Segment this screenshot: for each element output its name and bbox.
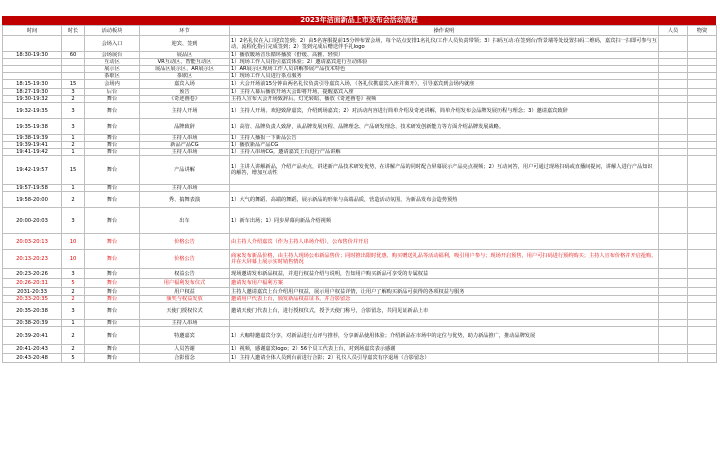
duration-cell: 5 bbox=[62, 354, 85, 363]
description-cell: 主持人邀请嘉宾上台介绍用户权益，展示用户权益详情，让用户了解购买新品可获得的各项权益与服务 bbox=[230, 288, 659, 296]
segment-cell: 展品区 bbox=[140, 52, 230, 59]
block-cell: 舞台 bbox=[85, 208, 140, 234]
description-cell: 1）播放暖场音乐循环播放（舒缓、高雅、轻快） bbox=[230, 52, 659, 59]
duration-cell: 2 bbox=[62, 296, 85, 303]
table-row bbox=[3, 103, 717, 119]
materials-cell bbox=[688, 103, 717, 119]
staff-cell bbox=[659, 149, 688, 156]
time-cell: 20:38-20:39 bbox=[3, 320, 62, 327]
duration-cell: 60 bbox=[62, 52, 85, 59]
table-row bbox=[3, 89, 717, 96]
duration-cell: 3 bbox=[62, 89, 85, 96]
materials-cell bbox=[688, 89, 717, 96]
segment-cell: 特邀嘉宾 bbox=[140, 327, 230, 345]
duration-cell bbox=[62, 73, 85, 80]
materials-cell bbox=[688, 142, 717, 149]
time-cell bbox=[3, 66, 62, 73]
duration-cell: 1 bbox=[62, 135, 85, 142]
block-cell: 舞台 bbox=[85, 279, 140, 288]
segment-cell: 品牌致辞 bbox=[140, 119, 230, 135]
staff-cell bbox=[659, 250, 688, 269]
block-cell: 舞台 bbox=[85, 269, 140, 279]
time-cell: 18:15-19:30 bbox=[3, 80, 62, 89]
time-cell: 20:41-20:43 bbox=[3, 345, 62, 354]
description-cell bbox=[230, 320, 659, 327]
block-cell: 舞台 bbox=[85, 192, 140, 208]
description-cell: 邀请用户代表上台，颁发新品权益证书，并合影留念 bbox=[230, 296, 659, 303]
block-cell: 后台 bbox=[85, 89, 140, 96]
description-cell: 主持人宣布大会开场致辞后，灯光转暗，播放《奇迹画卷》视频 bbox=[230, 96, 659, 103]
duration-cell: 2 bbox=[62, 96, 85, 103]
duration-cell: 3 bbox=[62, 119, 85, 135]
materials-cell bbox=[688, 185, 717, 192]
staff-cell bbox=[659, 66, 688, 73]
table-body bbox=[3, 36, 717, 363]
segment-cell: 权益公告 bbox=[140, 269, 230, 279]
time-cell: 19:42-19:57 bbox=[3, 156, 62, 185]
table-row bbox=[3, 250, 717, 269]
block-cell: 舞台 bbox=[85, 135, 140, 142]
duration-cell: 2 bbox=[62, 142, 85, 149]
table-row bbox=[3, 52, 717, 59]
staff-cell bbox=[659, 354, 688, 363]
block-cell: 舞台 bbox=[85, 354, 140, 363]
table-row bbox=[3, 320, 717, 327]
staff-cell bbox=[659, 269, 688, 279]
time-cell: 20:00-20:03 bbox=[3, 208, 62, 234]
block-cell: 茶歇区 bbox=[85, 73, 140, 80]
table-row bbox=[3, 279, 717, 288]
materials-cell bbox=[688, 66, 717, 73]
description-cell: 1）大气的舞蹈、高端的舞蹈，展示新品的形象与高端品质，营造活动氛围，为新品发布会造势预热 bbox=[230, 192, 659, 208]
table-row bbox=[3, 185, 717, 192]
materials-cell bbox=[688, 288, 717, 296]
block-cell: 舞台 bbox=[85, 119, 140, 135]
table-row bbox=[3, 80, 717, 89]
header-description: 操作说明 bbox=[230, 26, 659, 36]
staff-cell bbox=[659, 296, 688, 303]
segment-cell: 用户福利发布仪式 bbox=[140, 279, 230, 288]
materials-cell bbox=[688, 135, 717, 142]
table-row bbox=[3, 327, 717, 345]
description-cell: 1）主持人邀请全体人员到台前进行合影；2）礼仪人员引导嘉宾有序退场（合影留念） bbox=[230, 354, 659, 363]
time-cell: 19:58-20:00 bbox=[3, 192, 62, 208]
table-row bbox=[3, 135, 717, 142]
materials-cell bbox=[688, 36, 717, 52]
staff-cell bbox=[659, 234, 688, 250]
description-cell: 1）AR展示区现场工作人员讲解参展产品技术特色 bbox=[230, 66, 659, 73]
materials-cell bbox=[688, 149, 717, 156]
materials-cell bbox=[688, 73, 717, 80]
header-time: 时间 bbox=[3, 26, 62, 36]
description-cell: 邀请发布用户福利方案 bbox=[230, 279, 659, 288]
materials-cell bbox=[688, 303, 717, 320]
segment-cell: 新品产品CG bbox=[140, 142, 230, 149]
duration-cell: 1 bbox=[62, 320, 85, 327]
segment-cell: VR互动区、智能互动区 bbox=[140, 59, 230, 66]
materials-cell bbox=[688, 269, 717, 279]
duration-cell: 2 bbox=[62, 192, 85, 208]
description-cell: 1）现场工作人员指引嘉宾体验；2）邀请嘉宾进行互动体验 bbox=[230, 59, 659, 66]
time-cell bbox=[3, 59, 62, 66]
time-cell bbox=[3, 73, 62, 80]
description-cell: 商家发布新品价格，由主持人现场公布新品售价；同时推出限时优惠、购买赠送礼品等活动福利，吸引用户参与；现场开启预售，用户可扫码进行预约购买；主持人宣布价格并开启抢购，并在大屏幕上展示实时销售情况 bbox=[230, 250, 659, 269]
block-cell: 舞台 bbox=[85, 103, 140, 119]
time-cell: 19:32-19:35 bbox=[3, 103, 62, 119]
description-cell: 现场邀请发布新品权益，并进行权益介绍与说明，告知用户购买新品可享受的专属权益 bbox=[230, 269, 659, 279]
description-cell bbox=[230, 185, 659, 192]
staff-cell bbox=[659, 288, 688, 296]
staff-cell bbox=[659, 208, 688, 234]
block-cell: 舞台 bbox=[85, 185, 140, 192]
block-cell: 会场展台 bbox=[85, 52, 140, 59]
duration-cell: 3 bbox=[62, 103, 85, 119]
block-cell: 舞台 bbox=[85, 296, 140, 303]
segment-cell: 展品区展示区、AR展示区 bbox=[140, 66, 230, 73]
staff-cell bbox=[659, 103, 688, 119]
segment-cell: 产品讲解 bbox=[140, 156, 230, 185]
segment-cell: 出车 bbox=[140, 208, 230, 234]
description-cell: 1）主持人幕后播放开场大会即将开场，提醒嘉宾入座 bbox=[230, 89, 659, 96]
segment-cell: 价格公告 bbox=[140, 234, 230, 250]
duration-cell bbox=[62, 59, 85, 66]
time-cell: 19:30-19:32 bbox=[3, 96, 62, 103]
block-cell: 互动区 bbox=[85, 59, 140, 66]
duration-cell: 3 bbox=[62, 269, 85, 279]
block-cell: 舞台 bbox=[85, 96, 140, 103]
table-row bbox=[3, 192, 717, 208]
time-cell: 19:41-19:42 bbox=[3, 149, 62, 156]
duration-cell: 2 bbox=[62, 288, 85, 296]
materials-cell bbox=[688, 345, 717, 354]
description-cell: 1）2名礼仪在入口迎宾签到；2）由5名客服提前15分钟布置会场，每个站点安排1名礼仪/工作人员负责带领；3）扫码互动:在签到台/背景墙等处设置扫码二维码，嘉宾扫一扫即可参与互动，流程化指引完成签到；2）签到完成后赠送伴手礼logo bbox=[231, 37, 657, 50]
staff-cell bbox=[659, 36, 688, 52]
staff-cell bbox=[659, 279, 688, 288]
segment-cell: 价格公告 bbox=[140, 250, 230, 269]
table-row bbox=[3, 269, 717, 279]
segment-cell: 主持人串场 bbox=[140, 320, 230, 327]
header-materials: 物资 bbox=[688, 26, 717, 36]
time-cell: 20:33-20:35 bbox=[3, 296, 62, 303]
table-row bbox=[3, 149, 717, 156]
duration-cell: 2 bbox=[62, 327, 85, 345]
table-row bbox=[3, 345, 717, 354]
segment-cell: 茶歇区 bbox=[140, 73, 230, 80]
segment-cell: 用户权益 bbox=[140, 288, 230, 296]
time-cell: 19:39-19:41 bbox=[3, 142, 62, 149]
description-cell: 1）主持人播报一下新品公告 bbox=[230, 135, 659, 142]
description-cell: 1）高管、品牌负责人致辞，从品牌发展历程、品牌理念、产品研发理念、技术研发创新能力等方面介绍品牌发展战略。 bbox=[230, 119, 659, 135]
materials-cell bbox=[688, 327, 717, 345]
staff-cell bbox=[659, 303, 688, 320]
duration-cell: 15 bbox=[62, 156, 85, 185]
description-cell: 1）新车出场；1）同步屏幕向新品介绍视频 bbox=[230, 208, 659, 234]
description-cell: 1）播放新品产品CG bbox=[230, 142, 659, 149]
description-cell: 1）视频，感谢嘉宾logo；2）56个员工代表上台，对到场嘉宾表示感谢 bbox=[230, 345, 659, 354]
time-cell: 20:23-20:26 bbox=[3, 269, 62, 279]
staff-cell bbox=[659, 80, 688, 89]
time-cell: 19:38-19:39 bbox=[3, 135, 62, 142]
materials-cell bbox=[688, 96, 717, 103]
staff-cell bbox=[659, 327, 688, 345]
time-cell bbox=[3, 36, 62, 52]
block-cell: 展示区 bbox=[85, 66, 140, 73]
description-cell: 1）主持人串场CG，邀请嘉宾上台进行产品讲解 bbox=[230, 149, 659, 156]
header-duration: 时长 bbox=[62, 26, 85, 36]
duration-cell: 3 bbox=[62, 303, 85, 320]
materials-cell bbox=[688, 59, 717, 66]
segment-cell: 迎宾、签到 bbox=[140, 36, 230, 52]
table-row bbox=[3, 73, 717, 80]
table-row bbox=[3, 96, 717, 103]
duration-cell: 3 bbox=[62, 208, 85, 234]
materials-cell bbox=[688, 279, 717, 288]
materials-cell bbox=[688, 354, 717, 363]
staff-cell bbox=[659, 142, 688, 149]
materials-cell bbox=[688, 234, 717, 250]
segment-cell: 主持人串场 bbox=[140, 185, 230, 192]
description-cell: 1）大咖特邀嘉宾分享，对新品进行点评与推荐，分享新品使用体验；介绍新品在市场中的定位与优势，助力新品推广，推动品牌发展 bbox=[230, 327, 659, 345]
block-cell: 舞台 bbox=[85, 149, 140, 156]
table-row bbox=[3, 303, 717, 320]
duration-cell bbox=[62, 66, 85, 73]
description-cell: 1）现场工作人员进行茶点服务 bbox=[230, 73, 659, 80]
block-cell: 舞台 bbox=[85, 142, 140, 149]
time-cell: 20:35-20:38 bbox=[3, 303, 62, 320]
materials-cell bbox=[688, 208, 717, 234]
table-row bbox=[3, 156, 717, 185]
header-row bbox=[3, 26, 717, 36]
staff-cell bbox=[659, 59, 688, 66]
time-cell: 20:26-20:31 bbox=[3, 279, 62, 288]
staff-cell bbox=[659, 192, 688, 208]
block-cell: 会场内 bbox=[85, 80, 140, 89]
materials-cell bbox=[688, 250, 717, 269]
time-cell: 20:43-20:48 bbox=[3, 354, 62, 363]
segment-cell: 主持人串场 bbox=[140, 149, 230, 156]
segment-cell: 合影留念 bbox=[140, 354, 230, 363]
duration-cell: 1 bbox=[62, 149, 85, 156]
segment-cell: 颁奖与权益发放 bbox=[140, 296, 230, 303]
staff-cell bbox=[659, 89, 688, 96]
materials-cell bbox=[688, 320, 717, 327]
staff-cell bbox=[659, 52, 688, 59]
block-cell: 舞台 bbox=[85, 156, 140, 185]
duration-cell: 10 bbox=[62, 234, 85, 250]
description-cell: 1）主讲人讲解新品，介绍产品卖点，讲述新产品技术研发优势，在讲解产品的同时配合屏幕展示产品亮点视频；2）互动问答，用户可通过现场扫码或直播间提问，讲解人进行产品知识的解答，增加互动性 bbox=[230, 156, 659, 185]
time-cell: 18:30-19:30 bbox=[3, 52, 62, 59]
duration-cell: 1 bbox=[62, 185, 85, 192]
staff-cell bbox=[659, 156, 688, 185]
table-row bbox=[3, 354, 717, 363]
duration-cell: 5 bbox=[62, 279, 85, 288]
segment-cell: 《奇迹画卷》 bbox=[140, 96, 230, 103]
materials-cell bbox=[688, 119, 717, 135]
block-cell: 舞台 bbox=[85, 320, 140, 327]
staff-cell bbox=[659, 345, 688, 354]
materials-cell bbox=[688, 80, 717, 89]
segment-cell: 天使门授权仪式 bbox=[140, 303, 230, 320]
block-cell: 舞台 bbox=[85, 234, 140, 250]
time-cell: 19:35-19:38 bbox=[3, 119, 62, 135]
table-row bbox=[3, 36, 717, 52]
time-cell: 20:03-20:13 bbox=[3, 234, 62, 250]
table-row bbox=[3, 119, 717, 135]
schedule-table bbox=[2, 25, 717, 363]
table-row bbox=[3, 296, 717, 303]
table-row bbox=[3, 59, 717, 66]
materials-cell bbox=[688, 192, 717, 208]
table-row bbox=[3, 288, 717, 296]
duration-cell: 2 bbox=[62, 345, 85, 354]
segment-cell: 预告 bbox=[140, 89, 230, 96]
time-cell: 19:57-19:58 bbox=[3, 185, 62, 192]
staff-cell bbox=[659, 320, 688, 327]
staff-cell bbox=[659, 73, 688, 80]
block-cell: 舞台 bbox=[85, 288, 140, 296]
duration-cell bbox=[62, 36, 85, 52]
materials-cell bbox=[688, 52, 717, 59]
header-segment: 环节 bbox=[140, 26, 230, 36]
header-block: 活动板块 bbox=[85, 26, 140, 36]
staff-cell bbox=[659, 185, 688, 192]
header-staff: 人员 bbox=[659, 26, 688, 36]
time-cell: 20:13-20:23 bbox=[3, 250, 62, 269]
description-cell: 邀请天使门代表上台，进行授权仪式，授予天使门称号，合影留念，共同见证新品上市 bbox=[230, 303, 659, 320]
segment-cell: 主持人开场 bbox=[140, 103, 230, 119]
duration-cell: 15 bbox=[62, 80, 85, 89]
table-row bbox=[3, 234, 717, 250]
materials-cell bbox=[688, 156, 717, 185]
time-cell: 18:27-19:30 bbox=[3, 89, 62, 96]
block-cell: 会场入口 bbox=[85, 36, 140, 52]
table-row bbox=[3, 142, 717, 149]
segment-cell: 人员答谢 bbox=[140, 345, 230, 354]
description-cell: 1）大会开场前15分钟由两名礼仪负责引导嘉宾入场，（各礼仪携嘉宾入座并离开），引导嘉宾到会场内就座 bbox=[230, 80, 659, 89]
block-cell: 舞台 bbox=[85, 303, 140, 320]
description-cell: 1）主持人开场、欢迎致辞嘉宾，介绍到场嘉宾；2）对活动内容进行简单介绍及奇迹讲解，简单介绍发布会品牌发展历程与理念；3）邀请嘉宾致辞 bbox=[230, 103, 659, 119]
segment-cell: 嘉宾入场 bbox=[140, 80, 230, 89]
table-row bbox=[3, 208, 717, 234]
staff-cell bbox=[659, 135, 688, 142]
segment-cell: 主持人串场 bbox=[140, 135, 230, 142]
time-cell: 2031-20:33 bbox=[3, 288, 62, 296]
sheet-title: 2023年洁面新品上市发布会活动流程 bbox=[2, 16, 716, 25]
block-cell: 舞台 bbox=[85, 345, 140, 354]
staff-cell bbox=[659, 96, 688, 103]
block-cell: 舞台 bbox=[85, 250, 140, 269]
duration-cell: 10 bbox=[62, 250, 85, 269]
time-cell: 20:39-20:41 bbox=[3, 327, 62, 345]
table-row bbox=[3, 66, 717, 73]
materials-cell bbox=[688, 296, 717, 303]
staff-cell bbox=[659, 119, 688, 135]
segment-cell: 秀、搞舞表演 bbox=[140, 192, 230, 208]
block-cell: 舞台 bbox=[85, 327, 140, 345]
description-cell: 由主持人介绍嘉宾（作为主持人串场介绍），公布售价并开启 bbox=[230, 234, 659, 250]
